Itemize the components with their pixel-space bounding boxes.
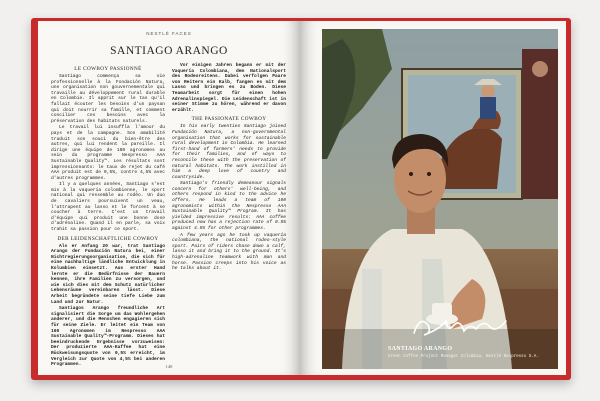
french-paragraph: Il y a quelques années, Santiago s'est mis à la vaquería colombienne, le sport national qui ressemble au rodéo. Un duo de cavaliers poursuivent un veau, l'attrapent au lasso et le forcent à se coucher à terre. C'est un travail d'équipe qui produit une bonne dose d'adrénaline. Quand il en parle, sa voix trahit sa passion pour ce sport. [51,182,165,233]
german-paragraph: Santiagos Arango freundliche Art signalisiert die Sorge um das Wohlergehen anderer, und die Menschen engagieren sich für seine Ziele. Er leitet ein Team von 160 Agronomen im Nespresso AAA Sustainable Quality™-Programm. Dieses hat beeindruckende Ergebnisse vorzuweisen: Der produzierte AAA-Kaffee hat eine Rückweisungsquote von 0,5% erreicht, im Vergleich zur Quote von 4,5% bei anderen Programmen. [51,306,165,368]
running-head: NESTLÉ FACES [146,31,192,36]
page-number: 140 [165,364,173,369]
right-page [300,21,566,375]
english-paragraph: Santiago's friendly demeanour signals concern for others' well-being, and others respond in kind to the advice he offers. He leads a team of 160 agronomists within the Nespresso AAA Sustainable Quality™ Program. It has yielded impressive results: AAA coffee produced now has a rejection rate of 0.5% against 4.5% for other programmes. [172,181,286,232]
english-paragraph: In his early twenties Santiago joined Fundación Natura, a non-governmental organisation that works for sustainable rural development in Colombia. He learned first-hand of farmers' needs to provide for their families, and of ways to reconcile these with the preservation of natural habitats. The work instilled in him a deep love of country and countryside. [172,124,286,180]
english-paragraph: A few years ago he took up vaquería colombiana, the national rodeo-style sport. Pairs of riders chase down a calf, lasso it and bring it to the ground. It's high-adrenaline teamwork with man and horse. Passion creeps into his voice as he talks about it. [172,232,286,272]
article-title: SANTIAGO ARANGO [110,45,228,57]
column-right [172,63,286,273]
left-page [38,21,300,375]
german-paragraph: Als er Anfang 20 war, trat Santiago Arango der Fundación Natura bei, einer Nichtregierungsorganisation, die sich für eine nachhaltige ländliche Entwicklung in Kolumbien einsetzt. Aus erster Hand lernte er die Bedürfnisse der Bauern kennen, ihre Familien zu versorgen, und wie sich dies mit dem Schutz natürlicher Lebensräume vereinbaren lässt. Diese Arbeit begründete seine tiefe Liebe zum Land und zur Natur. [51,243,165,305]
caption-role: Green Coffee Project Manager Colombia, Nestlé Nespresso S.A. [388,355,539,359]
column-left [51,63,165,369]
german-paragraph: Vor einigen Jahren begann er mit der Vaquería Colombiana, dem Nationalsport des Rodeoreitens. Dabei verfolgen Paare von Reitern ein Kalb, fangen es mit dem Lasso und bringen es zu Boden. Diese Teamarbeit sorgt für einen hohen Adrenalinspiegel. Die Leidenschaft ist in seiner Stimme zu hören, während er davon erzählt. [172,63,286,113]
german-heading: DER LEIDENSCHAFTLICHE COWBOY [57,235,159,242]
french-paragraph: Le travail lui insuffla l'amour du pays et de la campagne. Son amabilité traduit son souci du bien-être des autres, qui lui rendent la pareille. Il dirige une équipe de 160 agronomes au sein du programme Nespresso AAA Sustainable Quality™. Les résultats sont impressionnants: le taux de rejet du café AAA produit est de 0,5%, contre 4,5% avec d'autres programmes. [51,125,165,181]
portrait-photo [322,29,558,369]
caption-name: SANTIAGO ARANGO [388,346,453,352]
signature-graphic [410,311,510,341]
french-heading: LE COWBOY PASSIONNÉ [74,66,142,72]
english-heading: THE PASSIONATE COWBOY [191,116,267,123]
french-paragraph: Santiago commença sa vie professionnelle à la Fondación Natura, une organisation non gouvernementale qui travaille au développement rural durable en Colombie. Il apprit sur le tas qu'il fallait écouter les besoins d'un paysan qui doit nourrir sa famille, et comment concilier ces besoins avec la préservation des habitats naturels. [51,74,165,124]
